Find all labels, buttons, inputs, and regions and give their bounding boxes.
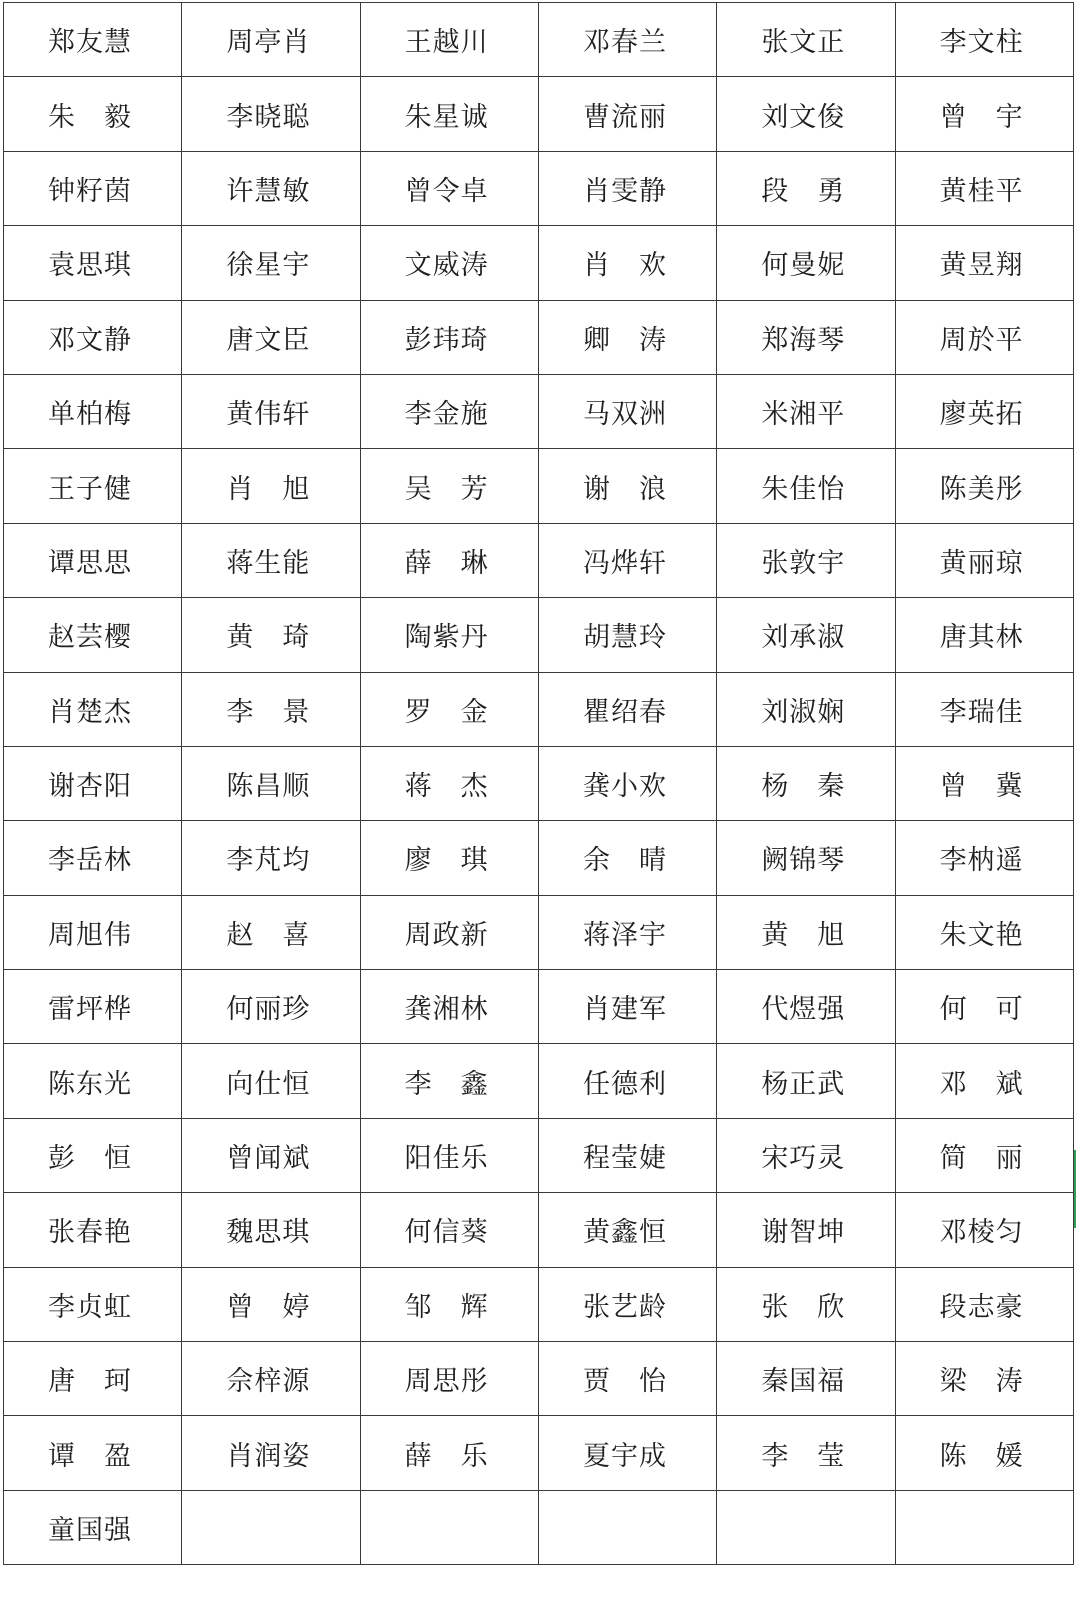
name-cell[interactable]: 段志豪 <box>895 1267 1073 1341</box>
name-cell[interactable]: 刘承淑 <box>717 598 895 672</box>
name-cell[interactable]: 徐星宇 <box>182 226 360 300</box>
name-cell[interactable]: 何曼妮 <box>717 226 895 300</box>
name-cell[interactable]: 廖 琪 <box>360 821 538 895</box>
name-cell[interactable]: 邓棱匀 <box>895 1193 1073 1267</box>
name-cell[interactable]: 彭 恒 <box>4 1118 182 1192</box>
name-cell[interactable]: 吴 芳 <box>360 449 538 523</box>
name-cell[interactable]: 余 晴 <box>538 821 716 895</box>
name-cell[interactable]: 张敦宇 <box>717 523 895 597</box>
name-cell[interactable]: 马双洲 <box>538 374 716 448</box>
name-cell[interactable]: 罗 金 <box>360 672 538 746</box>
name-cell[interactable]: 蒋泽宇 <box>538 895 716 969</box>
table-row <box>4 151 1074 225</box>
name-cell[interactable]: 薛 琳 <box>360 523 538 597</box>
name-cell[interactable]: 蒋生能 <box>182 523 360 597</box>
name-cell[interactable]: 代煜强 <box>717 970 895 1044</box>
name-cell[interactable]: 李晓聪 <box>182 77 360 151</box>
name-cell[interactable]: 李 莹 <box>717 1416 895 1490</box>
name-cell[interactable]: 谢智坤 <box>717 1193 895 1267</box>
name-cell[interactable]: 黄丽琼 <box>895 523 1073 597</box>
name-cell[interactable]: 肖 欢 <box>538 226 716 300</box>
table-row <box>4 3 1074 77</box>
name-cell[interactable]: 李芃均 <box>182 821 360 895</box>
name-cell[interactable] <box>360 1490 538 1564</box>
name-cell[interactable]: 胡慧玲 <box>538 598 716 672</box>
name-cell[interactable]: 李岳林 <box>4 821 182 895</box>
name-cell[interactable]: 段 勇 <box>717 151 895 225</box>
name-cell[interactable]: 张文正 <box>717 3 895 77</box>
name-cell[interactable]: 曾闻斌 <box>182 1118 360 1192</box>
name-cell[interactable]: 周思彤 <box>360 1342 538 1416</box>
name-cell[interactable]: 王越川 <box>360 3 538 77</box>
name-cell[interactable]: 廖英拓 <box>895 374 1073 448</box>
name-cell[interactable]: 黄 琦 <box>182 598 360 672</box>
name-cell[interactable]: 阳佳乐 <box>360 1118 538 1192</box>
name-cell[interactable]: 朱 毅 <box>4 77 182 151</box>
name-cell[interactable]: 曹流丽 <box>538 77 716 151</box>
name-cell[interactable]: 谢 浪 <box>538 449 716 523</box>
name-cell[interactable]: 谭 盈 <box>4 1416 182 1490</box>
name-cell[interactable] <box>182 1490 360 1564</box>
table-row <box>4 821 1074 895</box>
name-cell[interactable]: 陈东光 <box>4 1044 182 1118</box>
name-cell[interactable]: 肖雯静 <box>538 151 716 225</box>
name-cell[interactable]: 邹 辉 <box>360 1267 538 1341</box>
name-cell[interactable]: 肖建军 <box>538 970 716 1044</box>
name-cell[interactable]: 蒋 杰 <box>360 746 538 820</box>
name-cell[interactable]: 梁 涛 <box>895 1342 1073 1416</box>
name-cell[interactable]: 曾 婷 <box>182 1267 360 1341</box>
name-cell[interactable]: 邓文静 <box>4 300 182 374</box>
name-table <box>3 2 1074 1565</box>
table-row <box>4 672 1074 746</box>
name-cell[interactable]: 李枘遥 <box>895 821 1073 895</box>
table-row <box>4 77 1074 151</box>
name-cell[interactable]: 肖 旭 <box>182 449 360 523</box>
name-cell[interactable]: 曾 冀 <box>895 746 1073 820</box>
name-cell[interactable]: 谢杏阳 <box>4 746 182 820</box>
name-cell[interactable]: 张春艳 <box>4 1193 182 1267</box>
name-cell[interactable]: 曾令卓 <box>360 151 538 225</box>
name-cell[interactable]: 冯烨轩 <box>538 523 716 597</box>
name-cell[interactable]: 米湘平 <box>717 374 895 448</box>
name-cell[interactable]: 龚湘林 <box>360 970 538 1044</box>
name-cell[interactable]: 唐其林 <box>895 598 1073 672</box>
name-cell[interactable]: 肖楚杰 <box>4 672 182 746</box>
name-cell[interactable]: 周旭伟 <box>4 895 182 969</box>
name-cell[interactable]: 杨正武 <box>717 1044 895 1118</box>
name-cell[interactable]: 薛 乐 <box>360 1416 538 1490</box>
name-cell[interactable]: 黄桂平 <box>895 151 1073 225</box>
table-row <box>4 226 1074 300</box>
name-cell[interactable]: 唐文臣 <box>182 300 360 374</box>
table-row <box>4 1267 1074 1341</box>
name-cell[interactable]: 张艺龄 <box>538 1267 716 1341</box>
name-cell[interactable]: 阙锦琴 <box>717 821 895 895</box>
name-cell[interactable]: 郑海琴 <box>717 300 895 374</box>
name-cell[interactable]: 瞿绍春 <box>538 672 716 746</box>
name-cell[interactable]: 刘淑娴 <box>717 672 895 746</box>
name-cell[interactable]: 陶紫丹 <box>360 598 538 672</box>
table-row <box>4 300 1074 374</box>
name-cell[interactable]: 童国强 <box>4 1490 182 1564</box>
name-cell[interactable]: 宋巧灵 <box>717 1118 895 1192</box>
name-cell[interactable]: 肖润姿 <box>182 1416 360 1490</box>
table-row <box>4 1193 1074 1267</box>
table-row <box>4 970 1074 1044</box>
name-cell[interactable]: 郑友慧 <box>4 3 182 77</box>
name-cell[interactable]: 任德利 <box>538 1044 716 1118</box>
name-cell[interactable]: 钟籽茵 <box>4 151 182 225</box>
name-cell[interactable]: 夏宇成 <box>538 1416 716 1490</box>
table-row <box>4 1342 1074 1416</box>
name-cell[interactable]: 许慧敏 <box>182 151 360 225</box>
table-row <box>4 449 1074 523</box>
name-cell[interactable]: 简 丽 <box>895 1118 1073 1192</box>
name-cell[interactable]: 刘文俊 <box>717 77 895 151</box>
table-body <box>4 3 1074 1565</box>
name-cell[interactable]: 谭思思 <box>4 523 182 597</box>
name-cell[interactable]: 李文柱 <box>895 3 1073 77</box>
table-row <box>4 523 1074 597</box>
name-cell[interactable]: 袁思琪 <box>4 226 182 300</box>
name-cell[interactable]: 程莹婕 <box>538 1118 716 1192</box>
name-cell[interactable]: 黄昱翔 <box>895 226 1073 300</box>
name-cell[interactable]: 贾 怡 <box>538 1342 716 1416</box>
name-cell[interactable]: 向仕恒 <box>182 1044 360 1118</box>
table-row <box>4 746 1074 820</box>
name-cell[interactable]: 周亭肖 <box>182 3 360 77</box>
name-cell[interactable]: 朱文艳 <box>895 895 1073 969</box>
name-cell[interactable]: 赵 喜 <box>182 895 360 969</box>
name-cell[interactable]: 赵芸樱 <box>4 598 182 672</box>
name-cell[interactable]: 雷坪桦 <box>4 970 182 1044</box>
name-cell[interactable]: 邓春兰 <box>538 3 716 77</box>
name-cell[interactable]: 黄伟轩 <box>182 374 360 448</box>
name-cell[interactable]: 周政新 <box>360 895 538 969</box>
name-cell[interactable]: 唐 珂 <box>4 1342 182 1416</box>
table-row <box>4 1490 1074 1564</box>
name-cell[interactable]: 朱星诚 <box>360 77 538 151</box>
name-cell[interactable]: 黄鑫恒 <box>538 1193 716 1267</box>
name-cell[interactable]: 单柏梅 <box>4 374 182 448</box>
name-cell[interactable]: 龚小欢 <box>538 746 716 820</box>
name-cell[interactable]: 陈 媛 <box>895 1416 1073 1490</box>
table-row <box>4 1416 1074 1490</box>
table-row <box>4 1044 1074 1118</box>
table-row <box>4 598 1074 672</box>
name-cell[interactable]: 何信葵 <box>360 1193 538 1267</box>
name-cell[interactable]: 曾 宇 <box>895 77 1073 151</box>
name-cell[interactable]: 朱佳怡 <box>717 449 895 523</box>
name-cell[interactable]: 佘梓源 <box>182 1342 360 1416</box>
name-cell[interactable]: 李贞虹 <box>4 1267 182 1341</box>
name-cell[interactable]: 邓 斌 <box>895 1044 1073 1118</box>
name-cell[interactable]: 黄 旭 <box>717 895 895 969</box>
name-cell[interactable]: 张 欣 <box>717 1267 895 1341</box>
name-cell[interactable]: 李瑞佳 <box>895 672 1073 746</box>
name-cell[interactable]: 文威涛 <box>360 226 538 300</box>
name-cell[interactable]: 李 景 <box>182 672 360 746</box>
name-cell[interactable]: 何丽珍 <box>182 970 360 1044</box>
table-row <box>4 1118 1074 1192</box>
cell-selection-edge <box>1074 1150 1076 1228</box>
name-cell[interactable]: 何 可 <box>895 970 1073 1044</box>
name-cell[interactable] <box>895 1490 1073 1564</box>
table-row <box>4 374 1074 448</box>
name-cell[interactable]: 陈美彤 <box>895 449 1073 523</box>
name-cell[interactable]: 杨 秦 <box>717 746 895 820</box>
name-cell[interactable]: 卿 涛 <box>538 300 716 374</box>
name-cell[interactable]: 魏思琪 <box>182 1193 360 1267</box>
name-cell[interactable]: 李 鑫 <box>360 1044 538 1118</box>
table-row <box>4 895 1074 969</box>
name-cell[interactable]: 周於平 <box>895 300 1073 374</box>
name-cell[interactable]: 彭玮琦 <box>360 300 538 374</box>
name-cell[interactable] <box>717 1490 895 1564</box>
name-cell[interactable]: 王子健 <box>4 449 182 523</box>
name-cell[interactable]: 李金施 <box>360 374 538 448</box>
name-cell[interactable]: 陈昌顺 <box>182 746 360 820</box>
name-cell[interactable]: 秦国福 <box>717 1342 895 1416</box>
name-cell[interactable] <box>538 1490 716 1564</box>
